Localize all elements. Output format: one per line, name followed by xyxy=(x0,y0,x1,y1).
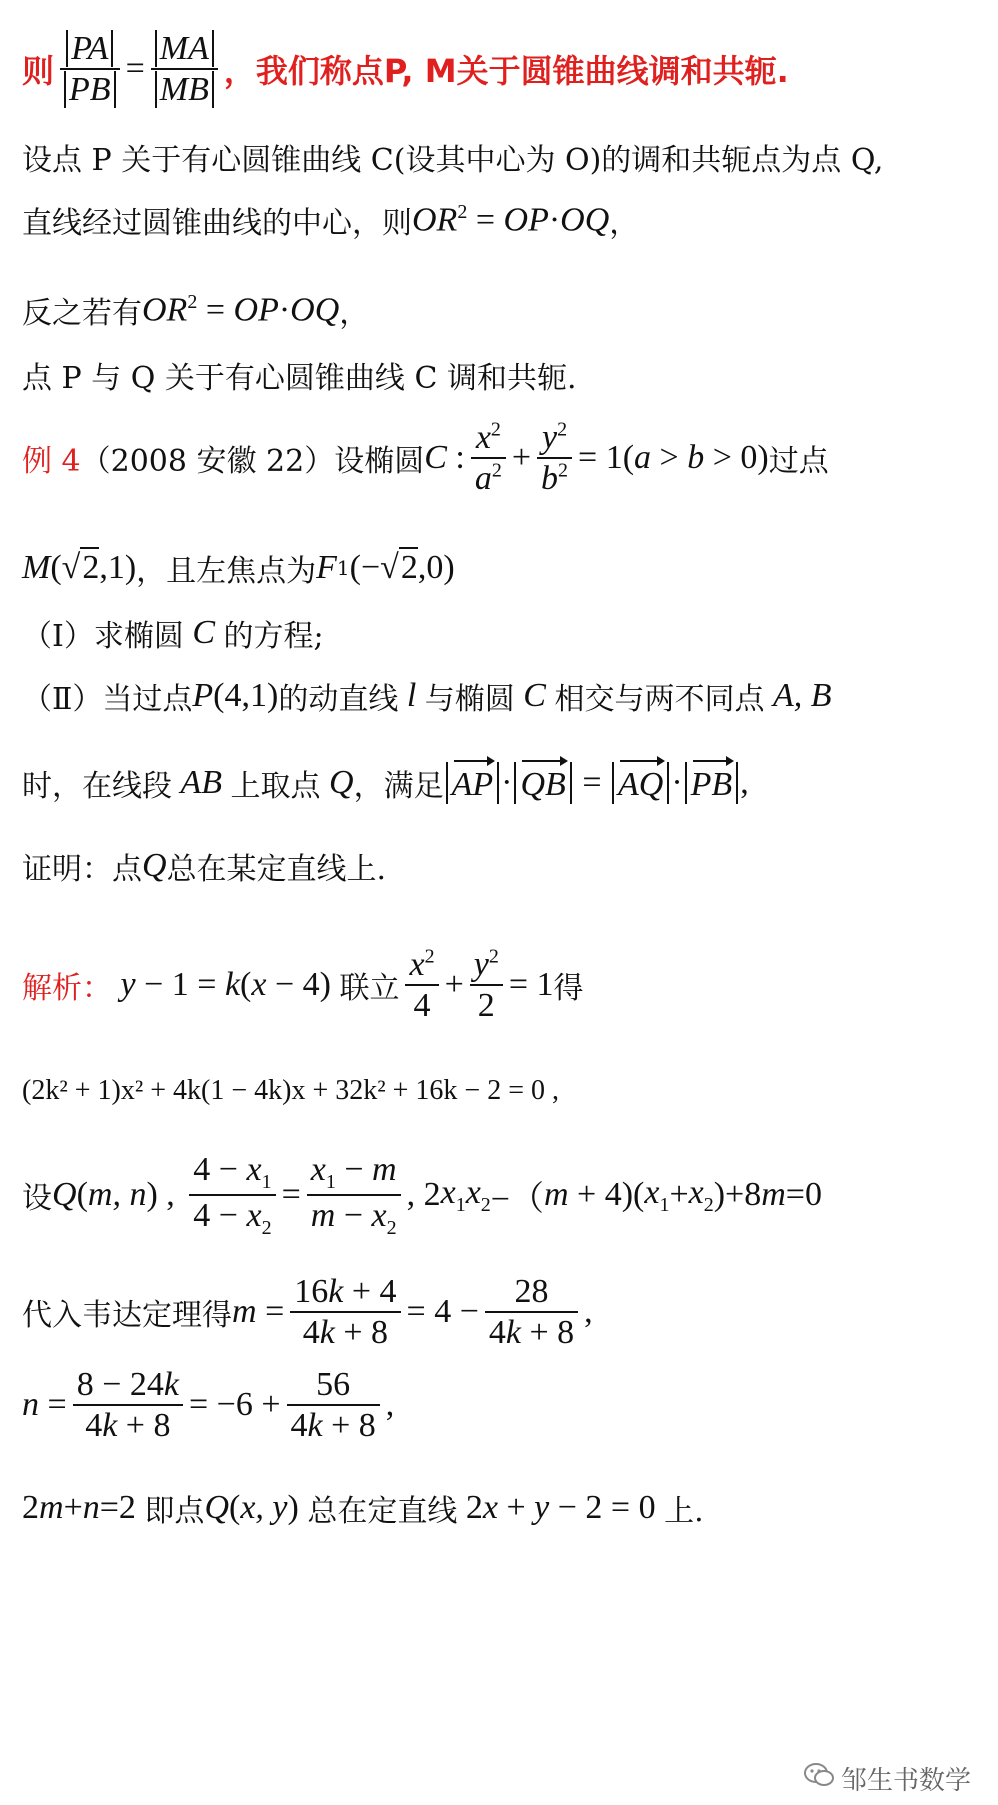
fraction-pa-pb: $\frac{PA}{PB}$ xyxy=(60,29,120,109)
example-q1-text: （Ⅰ）求椭圆 xyxy=(22,619,184,654)
example-line2: M (√2,1) ，且左焦点为 F 1 (−√2,0) xyxy=(22,540,455,596)
header-line: 则 $\frac{PA}{PB}$ = $\frac{MA}{MB}$ ，我们称点P, M关于圆锥曲线调和共轭. xyxy=(22,29,789,108)
vector-ap: AP xyxy=(446,762,500,804)
solution-n: n = $\frac{8 - 24k}{4k + 8}$ = −6 + $\frac{56}{4k + 8}$ , xyxy=(22,1365,395,1444)
vector-pb: PB xyxy=(685,762,739,804)
formula-or2: $OR^2 = OP\cdot OQ$ xyxy=(412,200,610,239)
example-line6-a: 证明：点 xyxy=(22,852,142,887)
example-line5-c: ，满足 xyxy=(353,769,444,804)
example-tail: 过点 xyxy=(768,444,829,479)
vector-aq: AQ xyxy=(612,762,669,804)
header-statement: ，我们称点P, M关于圆锥曲线调和共轭. xyxy=(223,52,789,90)
para1-line2-text: 直线经过圆锥曲线的中心，则 xyxy=(22,206,412,241)
wechat-icon xyxy=(803,1761,835,1796)
para1-line2 xyxy=(22,190,639,250)
example-label: 例 4 xyxy=(22,444,81,479)
solution-de: 得 xyxy=(553,971,584,1006)
para1-line3-text: 反之若有 xyxy=(22,296,142,331)
para1-line2-comma: ， xyxy=(609,206,640,241)
para1-line3 xyxy=(22,280,369,340)
solution-set-text: 设 xyxy=(22,1181,52,1216)
vector-qb: QB xyxy=(514,762,571,804)
solution-vieta-text: 代入韦达定理得 xyxy=(22,1298,232,1333)
example-line2-text: ，且左焦点为 xyxy=(136,554,317,589)
example-q2-text: （Ⅱ）当过点 xyxy=(22,682,193,717)
solution-final: 2 m + n =2 即点 Q ( x, y ) 总在定直线 2 x + y − 2 = 0 上. xyxy=(22,1480,704,1536)
solution-setq: 设 Q ( m, n ) , $\frac{4 - x_1}{4 - x_2}$ = $\frac{x_1 - m}{m - x_2}$ , 2 $x_1x_2$ −（ m + 4)( $x_1$ + $x_2$ )+8 m =0 xyxy=(22,1151,822,1239)
example-q2-b: 的动直线 xyxy=(278,682,399,717)
example-line5-a: 时，在线段 xyxy=(22,769,172,804)
solution-final-c: 上. xyxy=(664,1494,704,1529)
header-ze: 则 xyxy=(22,52,55,90)
solution-line1: 解析： y − 1 = k ( x − 4) 联立 $\frac{x^2}{4}$ + $\frac{y^2}{2}$ = 1 得 xyxy=(22,945,584,1024)
fraction-ma-mb: $\frac{MA}{MB}$ xyxy=(151,29,218,109)
example-line6: 证明：点 Q 总在某定直线上. xyxy=(22,838,386,894)
solution-final-a: 即点 xyxy=(144,1494,205,1529)
example-q2: （Ⅱ）当过点 P (4,1) 的动直线 l 与椭圆 C 相交与两不同点 A, B xyxy=(22,668,832,724)
formula-or2-b: $OR^2 = OP\cdot OQ$ xyxy=(142,290,340,329)
example-line6-b: 总在某定直线上. xyxy=(166,852,387,887)
example-q1-tail: 的方程; xyxy=(223,619,324,654)
solution-label: 解析： xyxy=(22,971,112,1006)
example-source: （2008 安徽 22）设椭圆 xyxy=(80,444,425,479)
para1-line1: 设点 P 关于有心圆锥曲线 C(设其中心为 O)的调和共轭点为点 Q, xyxy=(22,143,884,178)
example-line1: 例 4 （2008 安徽 22）设椭圆 C : $\frac{x^2}{a^2}$ + $\frac{y^2}{b^2}$ = 1( a > b > 0) 过点 xyxy=(22,418,829,497)
solution-vieta: 代入韦达定理得 m = $\frac{16k + 4}{4k + 8}$ = 4 − $\frac{28}{4k + 8}$ , xyxy=(22,1272,593,1351)
example-line5: 时，在线段 AB 上取点 Q ，满足 AP · QB = AQ · PB , xyxy=(22,750,749,816)
example-q1: （Ⅰ）求椭圆 C 的方程; xyxy=(22,608,324,658)
watermark xyxy=(803,1760,971,1797)
watermark-text: 邹生书数学 xyxy=(841,1766,972,1796)
example-q2-c: 与椭圆 xyxy=(424,682,515,717)
solution-final-b: 总在定直线 xyxy=(307,1494,458,1529)
frac-y2-b2: $\frac{y^2}{b^2}$ xyxy=(537,418,572,498)
frac-x2-a2: $\frac{x^2}{a^2}$ xyxy=(471,418,506,498)
example-q2-d: 相交与两不同点 xyxy=(554,682,765,717)
example-line5-b: 上取点 xyxy=(230,769,321,804)
solution-quadratic: (2k² + 1)x² + 4k(1 − 4k)x + 32k² + 16k − 2 = 0 , xyxy=(22,1075,560,1106)
para1-line3-comma: ， xyxy=(339,296,370,331)
para1-line4: 点 P 与 Q 关于有心圆锥曲线 C 调和共轭. xyxy=(22,361,577,396)
solution-link: 联立 xyxy=(339,971,400,1006)
